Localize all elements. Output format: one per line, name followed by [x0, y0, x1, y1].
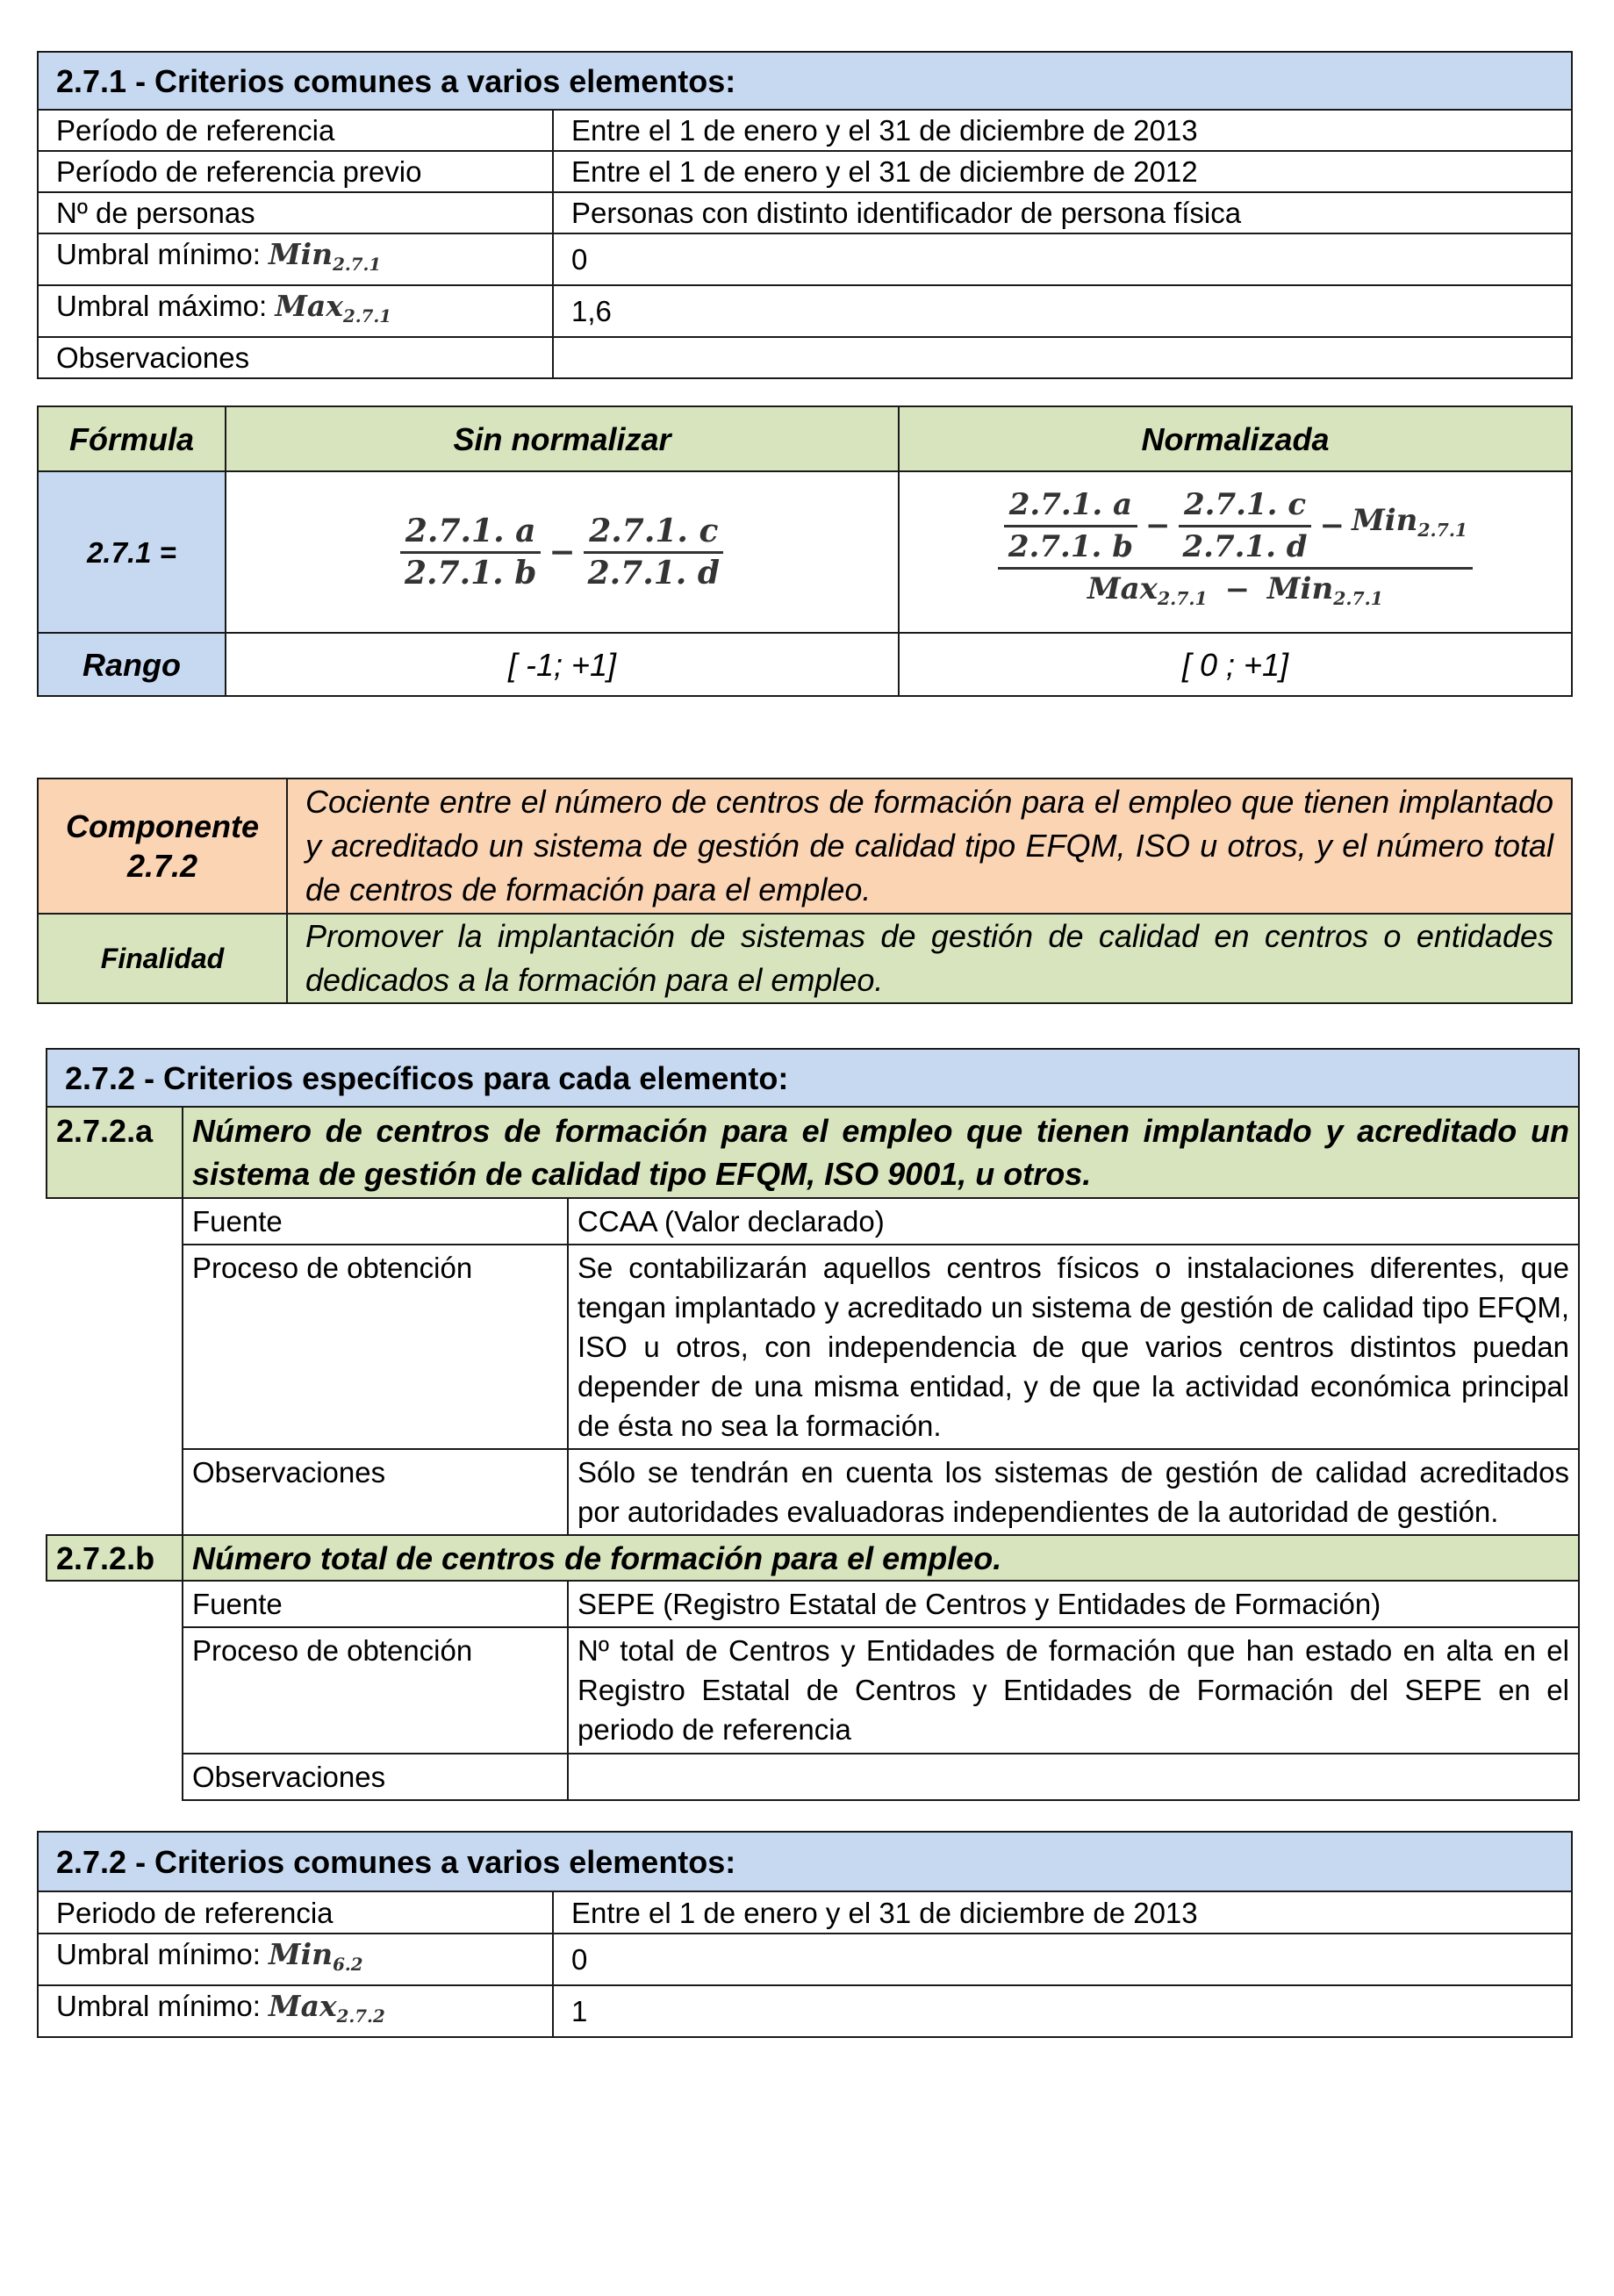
finalidad-text: Promover la implantación de sistemas de gestión de calidad en centros o entidades dedicados a la formación para el empleo.: [287, 914, 1572, 1003]
row-label: Umbral máximo:: [56, 289, 268, 322]
row-label: Fuente: [183, 1581, 568, 1627]
row-value: 0: [553, 1934, 1572, 1985]
element-title: Número de centros de formación para el empleo que tienen implantado y acreditado un sistema de gestión de calidad tipo EFQM, ISO 9001, u otros.: [183, 1107, 1579, 1198]
min-symbol: Min$_{6.2}$: [269, 1937, 363, 1975]
rango-normalizada: [ 0 ; +1]: [899, 633, 1572, 696]
formula-sin-normalizar: $\frac{2.7.1. a}{2.7.1. b}$ − $\frac{2.7.1. c}{2.7.1. d}$: [226, 471, 899, 633]
row-label: Observaciones: [38, 337, 553, 378]
row-value: [568, 1754, 1579, 1800]
criterios-comunes-2-7-1-table: [37, 51, 1573, 379]
formula-row-label: 2.7.1 =: [38, 471, 226, 633]
row-label: Umbral mínimo:: [56, 238, 261, 270]
table-title: 2.7.2 - Criterios específicos para cada elemento:: [47, 1049, 1579, 1107]
row-label: Periodo de referencia: [38, 1891, 553, 1934]
row-value: CCAA (Valor declarado): [568, 1198, 1579, 1245]
row-value: 1: [553, 1985, 1572, 2037]
rango-sin-normalizar: [ -1; +1]: [226, 633, 899, 696]
row-value: SEPE (Registro Estatal de Centros y Entidades de Formación): [568, 1581, 1579, 1627]
max-symbol: Max$_{2.7.2}$: [269, 1988, 385, 2027]
formula-table: [37, 405, 1573, 697]
rango-label: Rango: [38, 633, 226, 696]
row-value: Se contabilizarán aquellos centros físicos o instalaciones diferentes, que tengan implantado y acreditado un sistema de gestión de calidad tipo EFQM, ISO u otros, con independencia de que varios centros distintos puedan depender de una misma entidad, y de que la actividad económica principal de ésta no sea la formación.: [568, 1245, 1579, 1449]
row-label: Umbral mínimo:: [56, 1938, 261, 1970]
componente-table: [37, 778, 1573, 1004]
row-label-cell: [38, 285, 553, 337]
row-value: Entre el 1 de enero y el 31 de diciembre de 2012: [553, 151, 1572, 192]
row-label: Período de referencia previo: [38, 151, 553, 192]
row-value: Nº total de Centros y Entidades de formación que han estado en alta en el Registro Estatal de Centros y Entidades de Formación del SEPE en el periodo de referencia: [568, 1627, 1579, 1754]
row-value: 0: [553, 233, 1572, 285]
row-label-cell: [38, 1934, 553, 1985]
formula-normalizada: $\frac{2.7.1. a}{2.7.1. b}$ − $\frac{2.7.1. c}{2.7.1. d}$ − Min$_{2.7.1}$ Max$_{2.7.1}$ − Min$_{2.7.1}$: [899, 471, 1572, 633]
header-sin-normalizar: Sin normalizar: [226, 406, 899, 471]
criterios-especificos-table: [46, 1048, 1580, 1801]
min-symbol: Min$_{2.7.1}$: [269, 237, 382, 275]
finalidad-label: Finalidad: [38, 914, 287, 1003]
row-label: Nº de personas: [38, 192, 553, 233]
row-label-cell: [38, 233, 553, 285]
row-value: Entre el 1 de enero y el 31 de diciembre de 2013: [553, 110, 1572, 151]
criterios-comunes-2-7-2-table: [37, 1831, 1573, 2038]
row-value: Entre el 1 de enero y el 31 de diciembre de 2013: [553, 1891, 1572, 1934]
row-label: Fuente: [183, 1198, 568, 1245]
row-label: Proceso de obtención: [183, 1245, 568, 1449]
row-label: Umbral mínimo:: [56, 1989, 261, 2022]
table-title: 2.7.2 - Criterios comunes a varios elementos:: [38, 1832, 1572, 1891]
element-id: 2.7.2.a: [47, 1107, 183, 1198]
row-value: 1,6: [553, 285, 1572, 337]
row-label: Observaciones: [183, 1449, 568, 1535]
header-normalizada: Normalizada: [899, 406, 1572, 471]
header-formula: Fórmula: [38, 406, 226, 471]
row-value: Sólo se tendrán en cuenta los sistemas de gestión de calidad acreditados por autoridades evaluadoras independientes de la autoridad de gestión.: [568, 1449, 1579, 1535]
row-label-cell: [38, 1985, 553, 2037]
element-title: Número total de centros de formación para el empleo.: [183, 1535, 1579, 1581]
element-id: 2.7.2.b: [47, 1535, 183, 1581]
row-value: Personas con distinto identificador de persona física: [553, 192, 1572, 233]
table-title: 2.7.1 - Criterios comunes a varios elementos:: [38, 52, 1572, 110]
componente-text: Cociente entre el número de centros de formación para el empleo que tienen implantado y acreditado un sistema de gestión de calidad tipo EFQM, ISO u otros, y el número total de centros de formación para el empleo.: [287, 778, 1572, 914]
row-label: Proceso de obtención: [183, 1627, 568, 1754]
row-label: Observaciones: [183, 1754, 568, 1800]
row-value: [553, 337, 1572, 378]
max-symbol: Max$_{2.7.1}$: [275, 288, 392, 326]
componente-label: Componente 2.7.2: [38, 778, 287, 914]
row-label: Período de referencia: [38, 110, 553, 151]
